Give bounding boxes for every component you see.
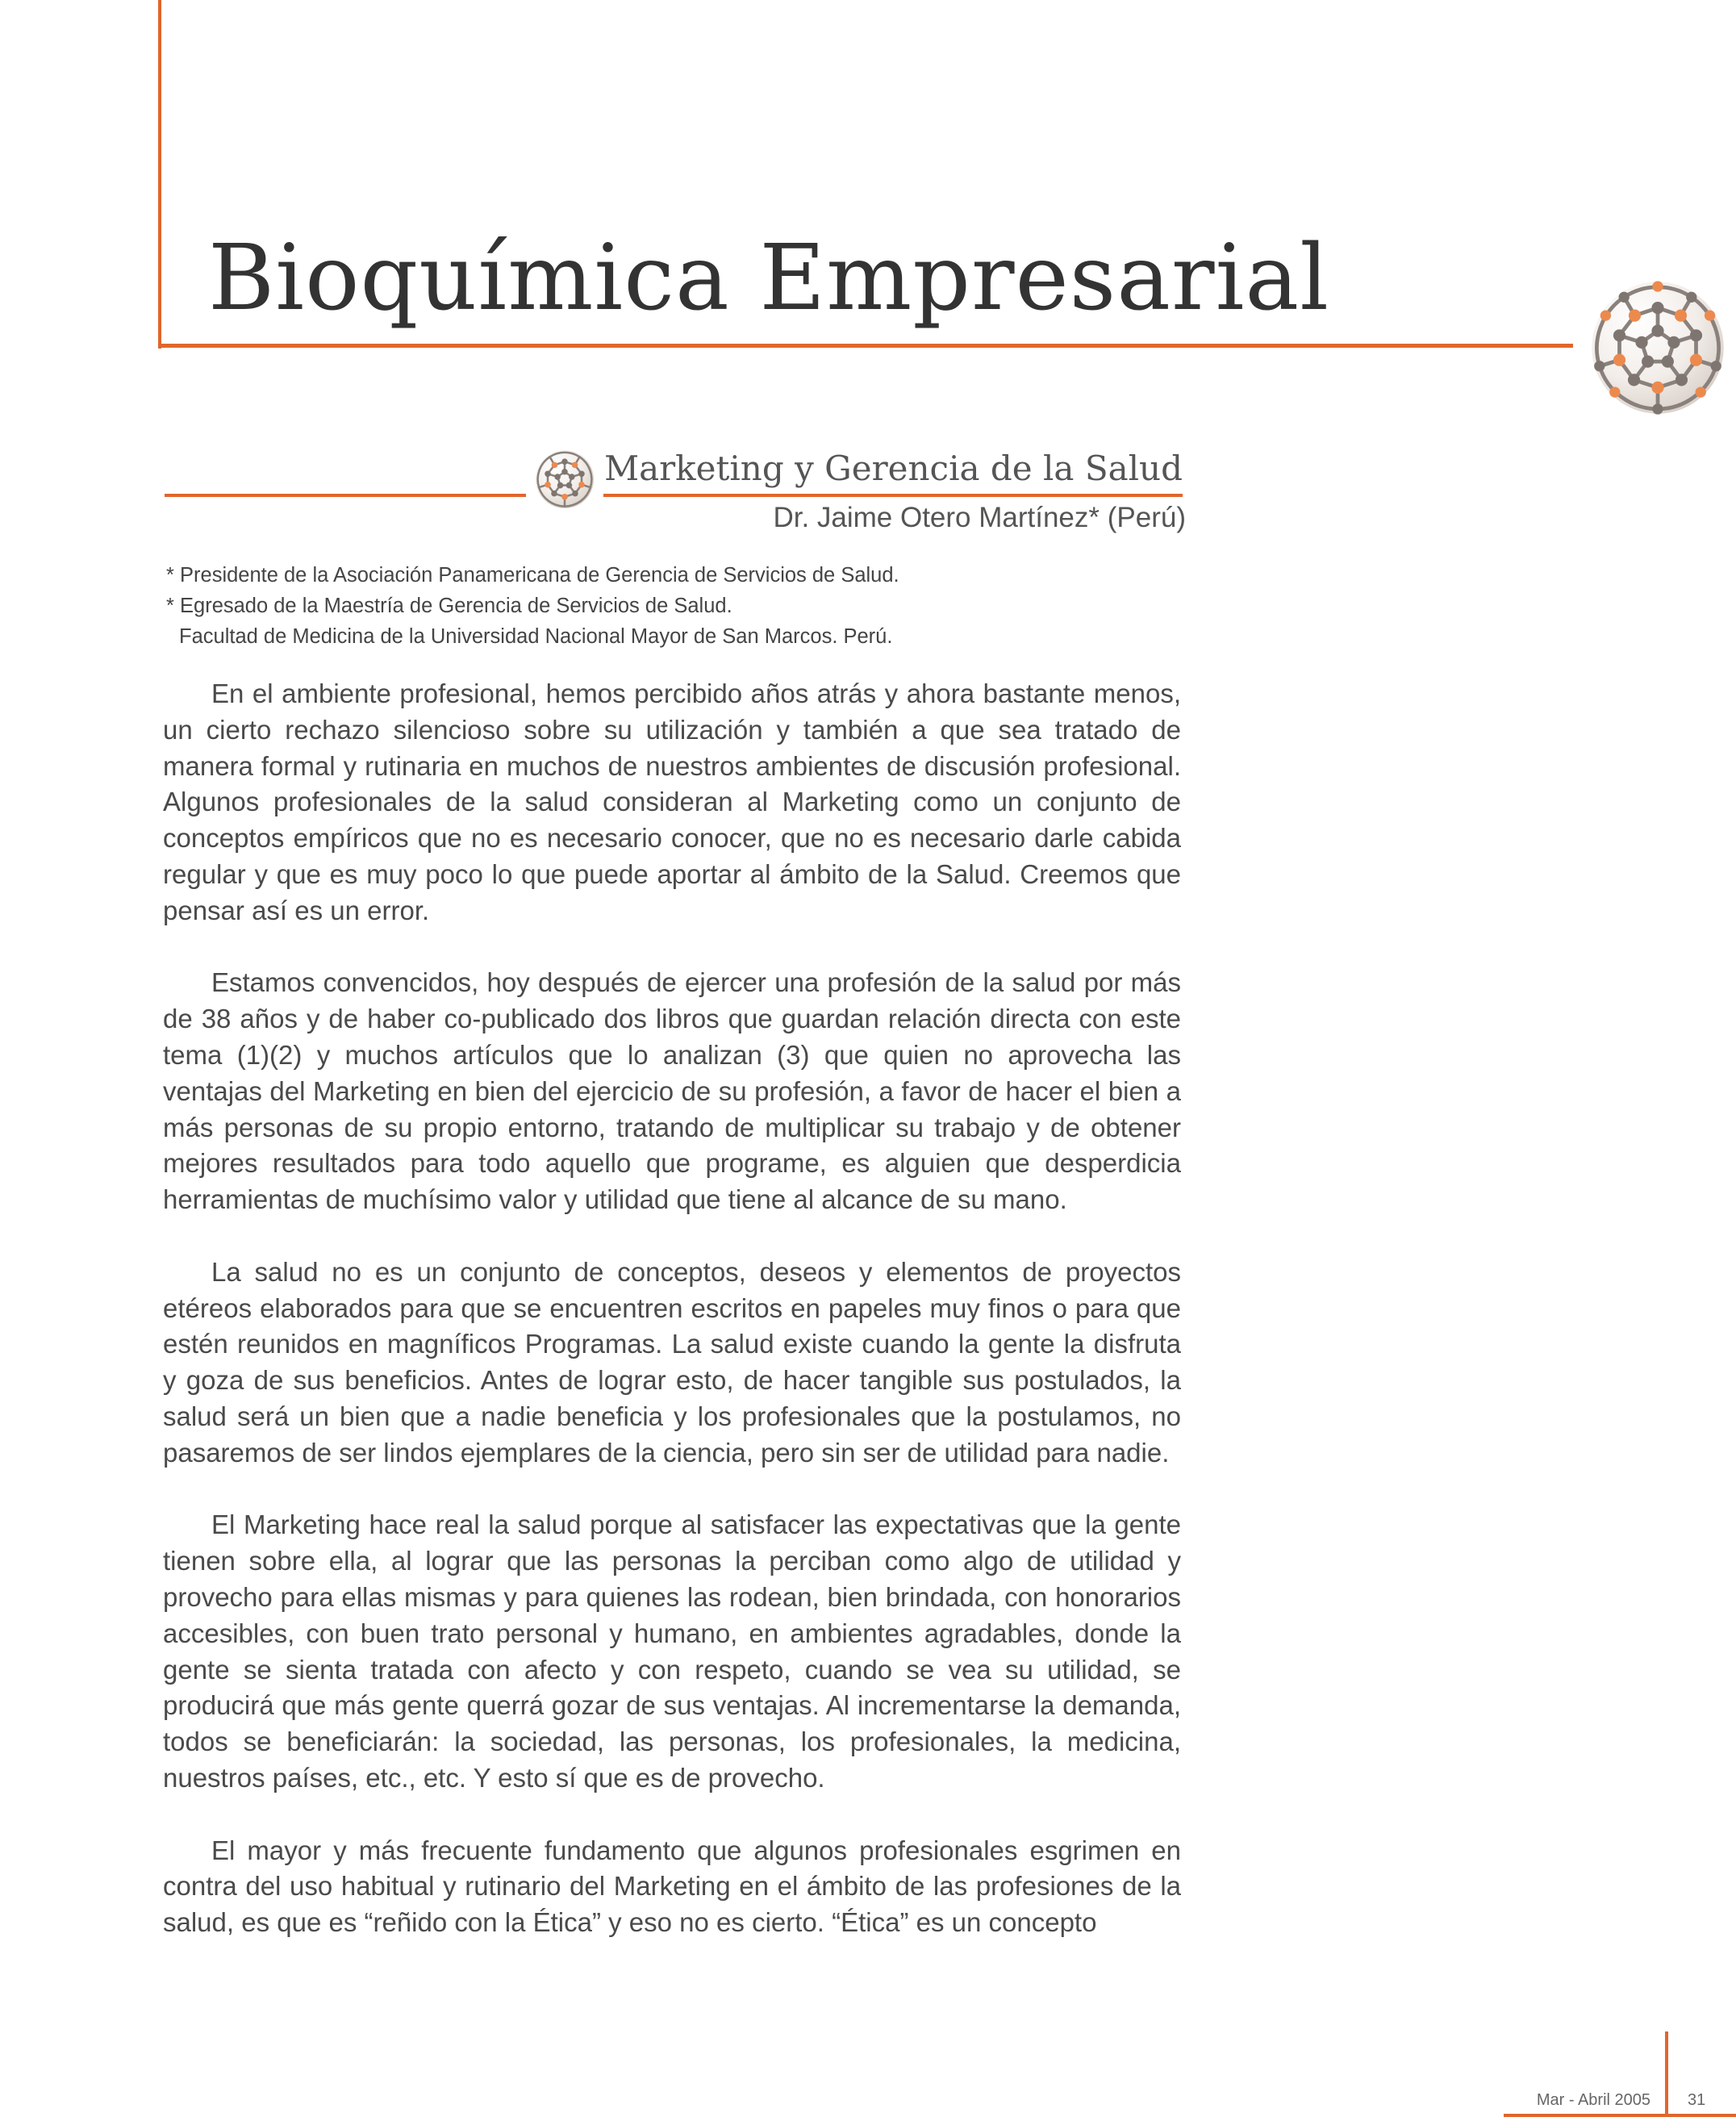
body-paragraph: El mayor y más frecuente fundamento que algunos profesionales esgrimen en contra del uso habitual y rutinario del Marketing en el ámbito de las profesiones de la salud, es que es “reñido con la Ética” y eso no es cierto. “Ética” es un concepto (163, 1835, 1181, 1938)
body-paragraph: Estamos convencidos, hoy después de ejercer una profesión de la salud por más de 38 años y de haber co-publicado dos libros que guardan relación directa con este tema (1)(2) y muchos artículos que lo analizan (3) que quien no aprovecha las ventajas del Marketing en bien del ejercicio de su profesión, a favor de hacer el bien a más personas de su propio entorno, tratando de multiplicar su trabajo y de obtener mejores resultados para todo aquello que programe, es alguien que desperdicia herramientas de muchísimo valor y utilidad que tiene al alcance de su mano. (163, 967, 1181, 1215)
body-paragraph: La salud no es un conjunto de conceptos, deseos y elementos de proyectos etéreos elaborados para que se encuentren escritos en papeles muy finos o para que estén reunidos en magníficos Programas. La salud existe cuando la gente la disfruta y goza de sus beneficios. Antes de lograr esto, de hacer tangible sus postulados, la salud será un bien que a nadie beneficia y los profesionales que la postulamos, no pasaremos de ser lindos ejemplares de la ciencia, pero sin ser de utilidad para nadie. (163, 1256, 1181, 1468)
affiliation-line: Facultad de Medicina de la Universidad Nacional Mayor de San Marcos. Perú. (179, 625, 893, 648)
section-title: Marketing y Gerencia de la Salud (604, 449, 1183, 488)
header-vertical-rule (158, 0, 161, 349)
footer-vertical-rule (1665, 2031, 1668, 2117)
footer-horizontal-rule (1504, 2114, 1736, 2117)
author-affiliations (166, 560, 899, 652)
author-byline: Dr. Jaime Otero Martínez* (Perú) (773, 502, 1186, 533)
section-rule-right (603, 494, 1183, 497)
issue-date: Mar - Abril 2005 (1536, 2091, 1650, 2109)
fullerene-molecule-icon (531, 445, 599, 513)
header-horizontal-rule (158, 344, 1573, 348)
page-number: 31 (1688, 2091, 1706, 2109)
affiliation-line: * Presidente de la Asociación Panamericana de Gerencia de Servicios de Salud. (166, 564, 899, 587)
section-rule-left (165, 494, 526, 497)
fullerene-molecule-icon (1581, 271, 1734, 424)
body-paragraph: En el ambiente profesional, hemos percibido años atrás y ahora bastante menos, un cierto rechazo silencioso sobre su utilización y también a que sea tratado de manera formal y rutinaria en muchos de nuestros ambientes de discusión profesional. Algunos profesionales de la salud consideran al Marketing como un conjunto de conceptos empíricos que no es necesario conocer, que no es necesario darle cabida regular y que es muy poco lo que puede aportar al ámbito de la Salud. Creemos que pensar así es un error. (163, 679, 1181, 925)
page-title: Bioquímica Empresarial (208, 226, 1330, 331)
article-body (163, 676, 1181, 1941)
affiliation-line: * Egresado de la Maestría de Gerencia de Servicios de Salud. (166, 595, 732, 617)
body-paragraph: El Marketing hace real la salud porque al satisfacer las expectativas que la gente tienen sobre ella, al lograr que las personas la perciban como algo de utilidad y provecho para ellas mismas y para quienes las rodean, bien brindada, con honorarios accesibles, con buen trato personal y humano, en ambientes agradables, donde la gente se sienta tratada con afecto y con respeto, cuando se vea su utilidad, se producirá que más gente querrá gozar de sus ventajas. Al incrementarse la demanda, todos se beneficiarán: la sociedad, las personas, los profesionales, la medicina, nuestros países, etc., etc. Y esto sí que es de provecho. (163, 1509, 1181, 1793)
